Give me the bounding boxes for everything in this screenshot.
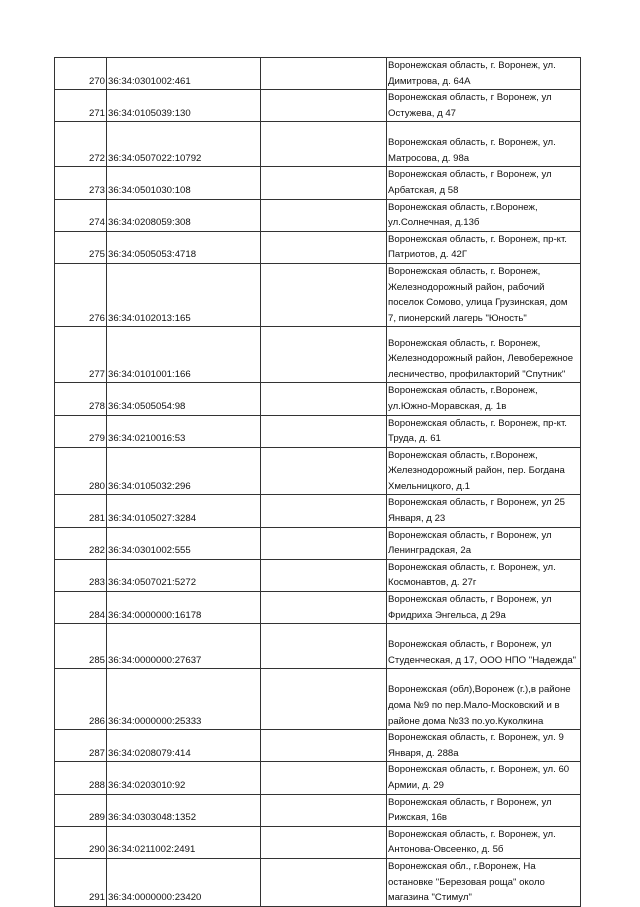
cadastral-number: 36:34:0102013:165 [107,263,261,326]
empty-cell [261,383,387,415]
cadastral-number: 36:34:0507021:5272 [107,559,261,591]
row-number: 278 [55,383,107,415]
row-number: 270 [55,58,107,90]
row-number: 286 [55,669,107,730]
empty-cell [261,826,387,858]
cadastral-number: 36:34:0501030:108 [107,167,261,199]
table-row [55,415,581,447]
records-table [54,57,581,907]
cadastral-number: 36:34:0210016:53 [107,415,261,447]
cadastral-number: 36:34:0505053:4718 [107,231,261,263]
empty-cell [261,58,387,90]
empty-cell [261,730,387,762]
empty-cell [261,762,387,794]
address-cell: Воронежская область, г.Воронеж, ул.Солнечная, д.13б [387,199,581,231]
table-row [55,231,581,263]
table-row [55,167,581,199]
table-row [55,263,581,326]
table-row [55,199,581,231]
table-row [55,669,581,730]
row-number: 284 [55,592,107,624]
table-row [55,592,581,624]
table-row [55,122,581,167]
row-number: 291 [55,858,107,906]
address-cell: Воронежская область, г Воронеж, ул Фридриха Энгельса, д 29а [387,592,581,624]
row-number: 287 [55,730,107,762]
row-number: 273 [55,167,107,199]
cadastral-number: 36:34:0505054:98 [107,383,261,415]
empty-cell [261,592,387,624]
row-number: 288 [55,762,107,794]
row-number: 283 [55,559,107,591]
row-number: 285 [55,624,107,669]
table-row [55,826,581,858]
cadastral-number: 36:34:0000000:25333 [107,669,261,730]
row-number: 272 [55,122,107,167]
table-row [55,527,581,559]
table-row [55,624,581,669]
address-cell: Воронежская область, г.Воронеж, ул.Южно-Моравская, д. 1в [387,383,581,415]
row-number: 280 [55,447,107,495]
address-cell: Воронежская область, г Воронеж, ул Рижская, 16в [387,794,581,826]
address-cell: Воронежская область, г.Воронеж, Железнодорожный район, пер. Богдана Хмельницкого, д.1 [387,447,581,495]
address-cell: Воронежская область, г. Воронеж, Железнодорожный район, рабочий поселок Сомово, улица Грузинская, дом 7, пионерский лагерь "Юность" [387,263,581,326]
row-number: 277 [55,327,107,383]
cadastral-number: 36:34:0203010:92 [107,762,261,794]
cadastral-number: 36:34:0301002:461 [107,58,261,90]
empty-cell [261,495,387,527]
cadastral-number: 36:34:0000000:27637 [107,624,261,669]
empty-cell [261,669,387,730]
cadastral-number: 36:34:0303048:1352 [107,794,261,826]
empty-cell [261,559,387,591]
table-row [55,90,581,122]
table-row [55,730,581,762]
address-cell: Воронежская область, г Воронеж, ул Ленинградская, 2а [387,527,581,559]
address-cell: Воронежская область, г. Воронеж, ул. Матросова, д. 98а [387,122,581,167]
cadastral-number: 36:34:0208059:308 [107,199,261,231]
table-row [55,58,581,90]
empty-cell [261,327,387,383]
address-cell: Воронежская область, г Воронеж, ул Остужева, д 47 [387,90,581,122]
address-cell: Воронежская область, г Воронеж, ул 25 Января, д 23 [387,495,581,527]
cadastral-number: 36:34:0000000:16178 [107,592,261,624]
cadastral-number: 36:34:0105032:296 [107,447,261,495]
table-row [55,762,581,794]
empty-cell [261,447,387,495]
row-number: 275 [55,231,107,263]
table-row [55,559,581,591]
row-number: 290 [55,826,107,858]
row-number: 282 [55,527,107,559]
cadastral-number: 36:34:0000000:23420 [107,858,261,906]
row-number: 271 [55,90,107,122]
table-row [55,327,581,383]
address-cell: Воронежская область, г. Воронеж, ул. Антонова-Овсеенко, д. 5б [387,826,581,858]
row-number: 289 [55,794,107,826]
address-cell: Воронежская область, г. Воронеж, пр-кт. Патриотов, д. 42Г [387,231,581,263]
row-number: 281 [55,495,107,527]
address-cell: Воронежская (обл),Воронеж (г.),в районе дома №9 по пер.Мало-Московский и в районе дома №33 по.уо.Куколкина [387,669,581,730]
empty-cell [261,858,387,906]
address-cell: Воронежская область, г. Воронеж, пр-кт. Труда, д. 61 [387,415,581,447]
empty-cell [261,199,387,231]
cadastral-number: 36:34:0507022:10792 [107,122,261,167]
empty-cell [261,794,387,826]
table-row [55,858,581,906]
empty-cell [261,624,387,669]
cadastral-number: 36:34:0105027:3284 [107,495,261,527]
cadastral-number: 36:34:0211002:2491 [107,826,261,858]
cadastral-number: 36:34:0301002:555 [107,527,261,559]
address-cell: Воронежская область, г. Воронеж, Железнодорожный район, Левобережное лесничество, профилакторий "Спутник" [387,327,581,383]
cadastral-number: 36:34:0105039:130 [107,90,261,122]
empty-cell [261,415,387,447]
address-cell: Воронежская область, г. Воронеж, ул. 60 Армии, д. 29 [387,762,581,794]
table-row [55,447,581,495]
cadastral-number: 36:34:0101001:166 [107,327,261,383]
empty-cell [261,231,387,263]
empty-cell [261,90,387,122]
row-number: 276 [55,263,107,326]
table-row [55,383,581,415]
table-row [55,794,581,826]
address-cell: Воронежская область, г. Воронеж, ул. Космонавтов, д. 27г [387,559,581,591]
empty-cell [261,263,387,326]
empty-cell [261,167,387,199]
empty-cell [261,122,387,167]
row-number: 279 [55,415,107,447]
cadastral-number: 36:34:0208079:414 [107,730,261,762]
address-cell: Воронежская область, г. Воронеж, ул. 9 Января, д. 288а [387,730,581,762]
table-row [55,495,581,527]
address-cell: Воронежская область, г Воронеж, ул Арбатская, д 58 [387,167,581,199]
address-cell: Воронежская область, г Воронеж, ул Студенческая, д 17, ООО НПО "Надежда" [387,624,581,669]
address-cell: Воронежская область, г. Воронеж, ул. Димитрова, д. 64А [387,58,581,90]
empty-cell [261,527,387,559]
row-number: 274 [55,199,107,231]
address-cell: Воронежская обл., г.Воронеж, На остановке "Березовая роща" около магазина "Стимул" [387,858,581,906]
records-table-body [55,58,581,907]
